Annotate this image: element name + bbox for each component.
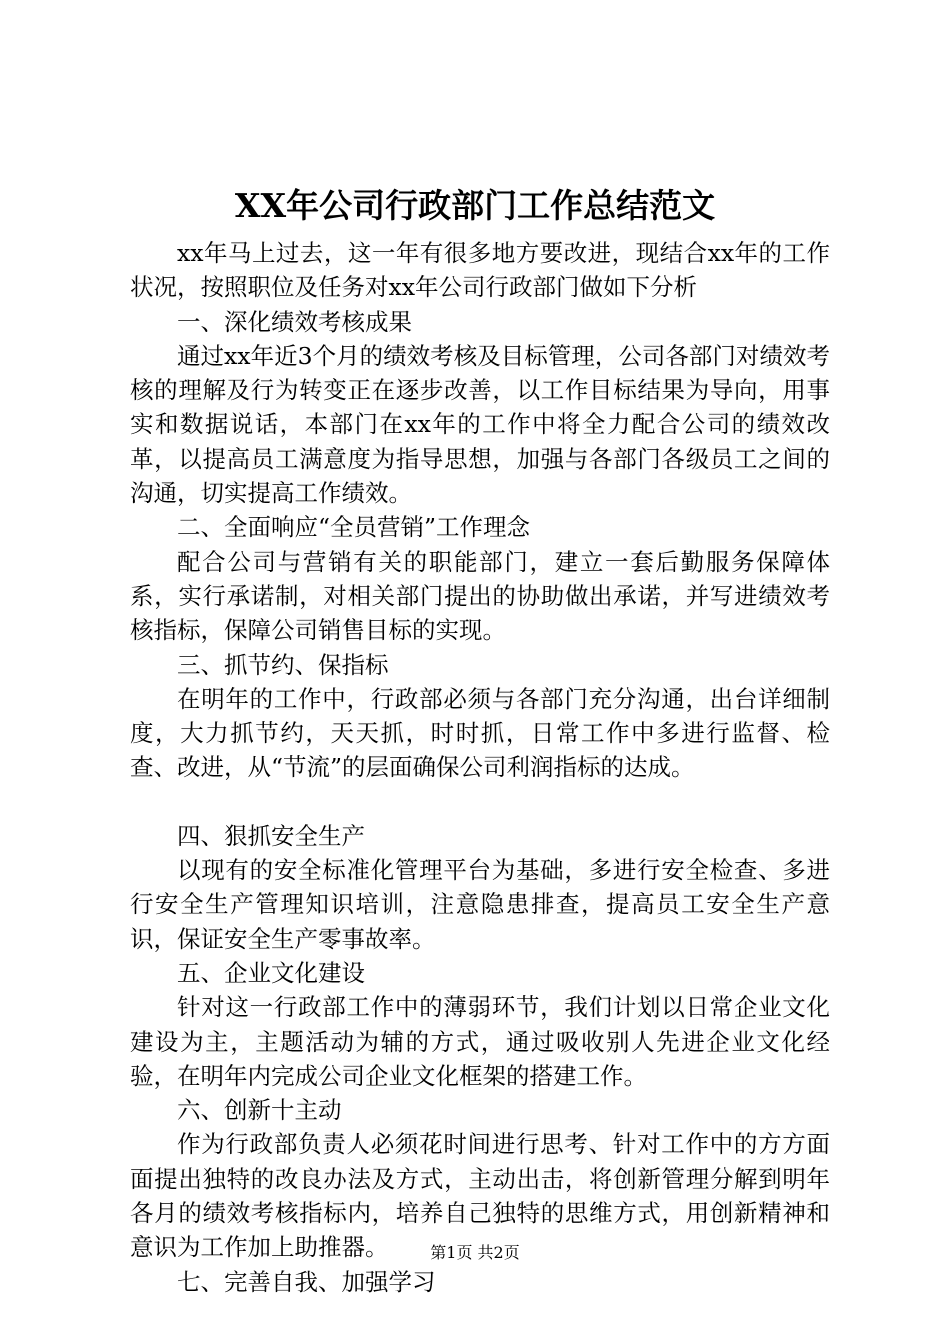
- section-paragraph-4: 以现有的安全标准化管理平台为基础，多进行安全检查、多进行安全生产管理知识培训，注意隐患排查，提高员工安全生产意识，保证安全生产零事故率。: [130, 856, 830, 953]
- section-paragraph-1: 通过xx年近3个月的绩效考核及目标管理，公司各部门对绩效考核的理解及行为转变正在逐步改善，以工作目标结果为导向，用事实和数据说话，本部门在xx年的工作中将全力配合公司的绩效改革，以提高员工满意度为指导思想，加强与各部门各级员工之间的沟通，切实提高工作绩效。: [130, 341, 830, 508]
- section-heading-3: 三、抓节约、保指标: [177, 650, 389, 679]
- section-heading-6: 六、创新十主动: [177, 1096, 342, 1125]
- section-heading-2: 二、全面响应“全员营销”工作理念: [177, 513, 531, 542]
- section-heading-4: 四、狠抓安全生产: [177, 821, 365, 850]
- section-paragraph-3: 在明年的工作中，行政部必须与各部门充分沟通，出台详细制度，大力抓节约，天天抓，时时抓，日常工作中多进行监督、检查、改进，从“节流”的层面确保公司利润指标的达成。: [130, 684, 830, 782]
- section-heading-5: 五、企业文化建设: [177, 958, 365, 987]
- section-paragraph-5: 针对这一行政部工作中的薄弱环节，我们计划以日常企业文化建设为主，主题活动为辅的方式，通过吸收别人先进企业文化经验，在明年内完成公司企业文化框架的搭建工作。: [130, 993, 830, 1090]
- document-title: XX年公司行政部门工作总结范文: [234, 186, 716, 225]
- section-paragraph-6: 作为行政部负责人必须花时间进行思考、针对工作中的方方面面提出独特的改良办法及方式，主动出击，将创新管理分解到明年各月的绩效考核指标内，培养自己独特的思维方式，用创新精神和意识为工作加上助推器。: [130, 1130, 830, 1262]
- page-footer: 第1页 共2页: [430, 1243, 520, 1262]
- section-heading-7: 七、完善自我、加强学习: [177, 1267, 436, 1296]
- intro-paragraph: xx年马上过去，这一年有很多地方要改进，现结合xx年的工作状况，按照职位及任务对xx年公司行政部门做如下分析: [130, 239, 830, 302]
- section-heading-1: 一、深化绩效考核成果: [177, 307, 412, 336]
- document-body: [130, 236, 830, 1299]
- section-paragraph-2: 配合公司与营销有关的职能部门，建立一套后勤服务保障体系，实行承诺制，对相关部门提出的协助做出承诺，并写进绩效考核指标，保障公司销售目标的实现。: [130, 547, 830, 645]
